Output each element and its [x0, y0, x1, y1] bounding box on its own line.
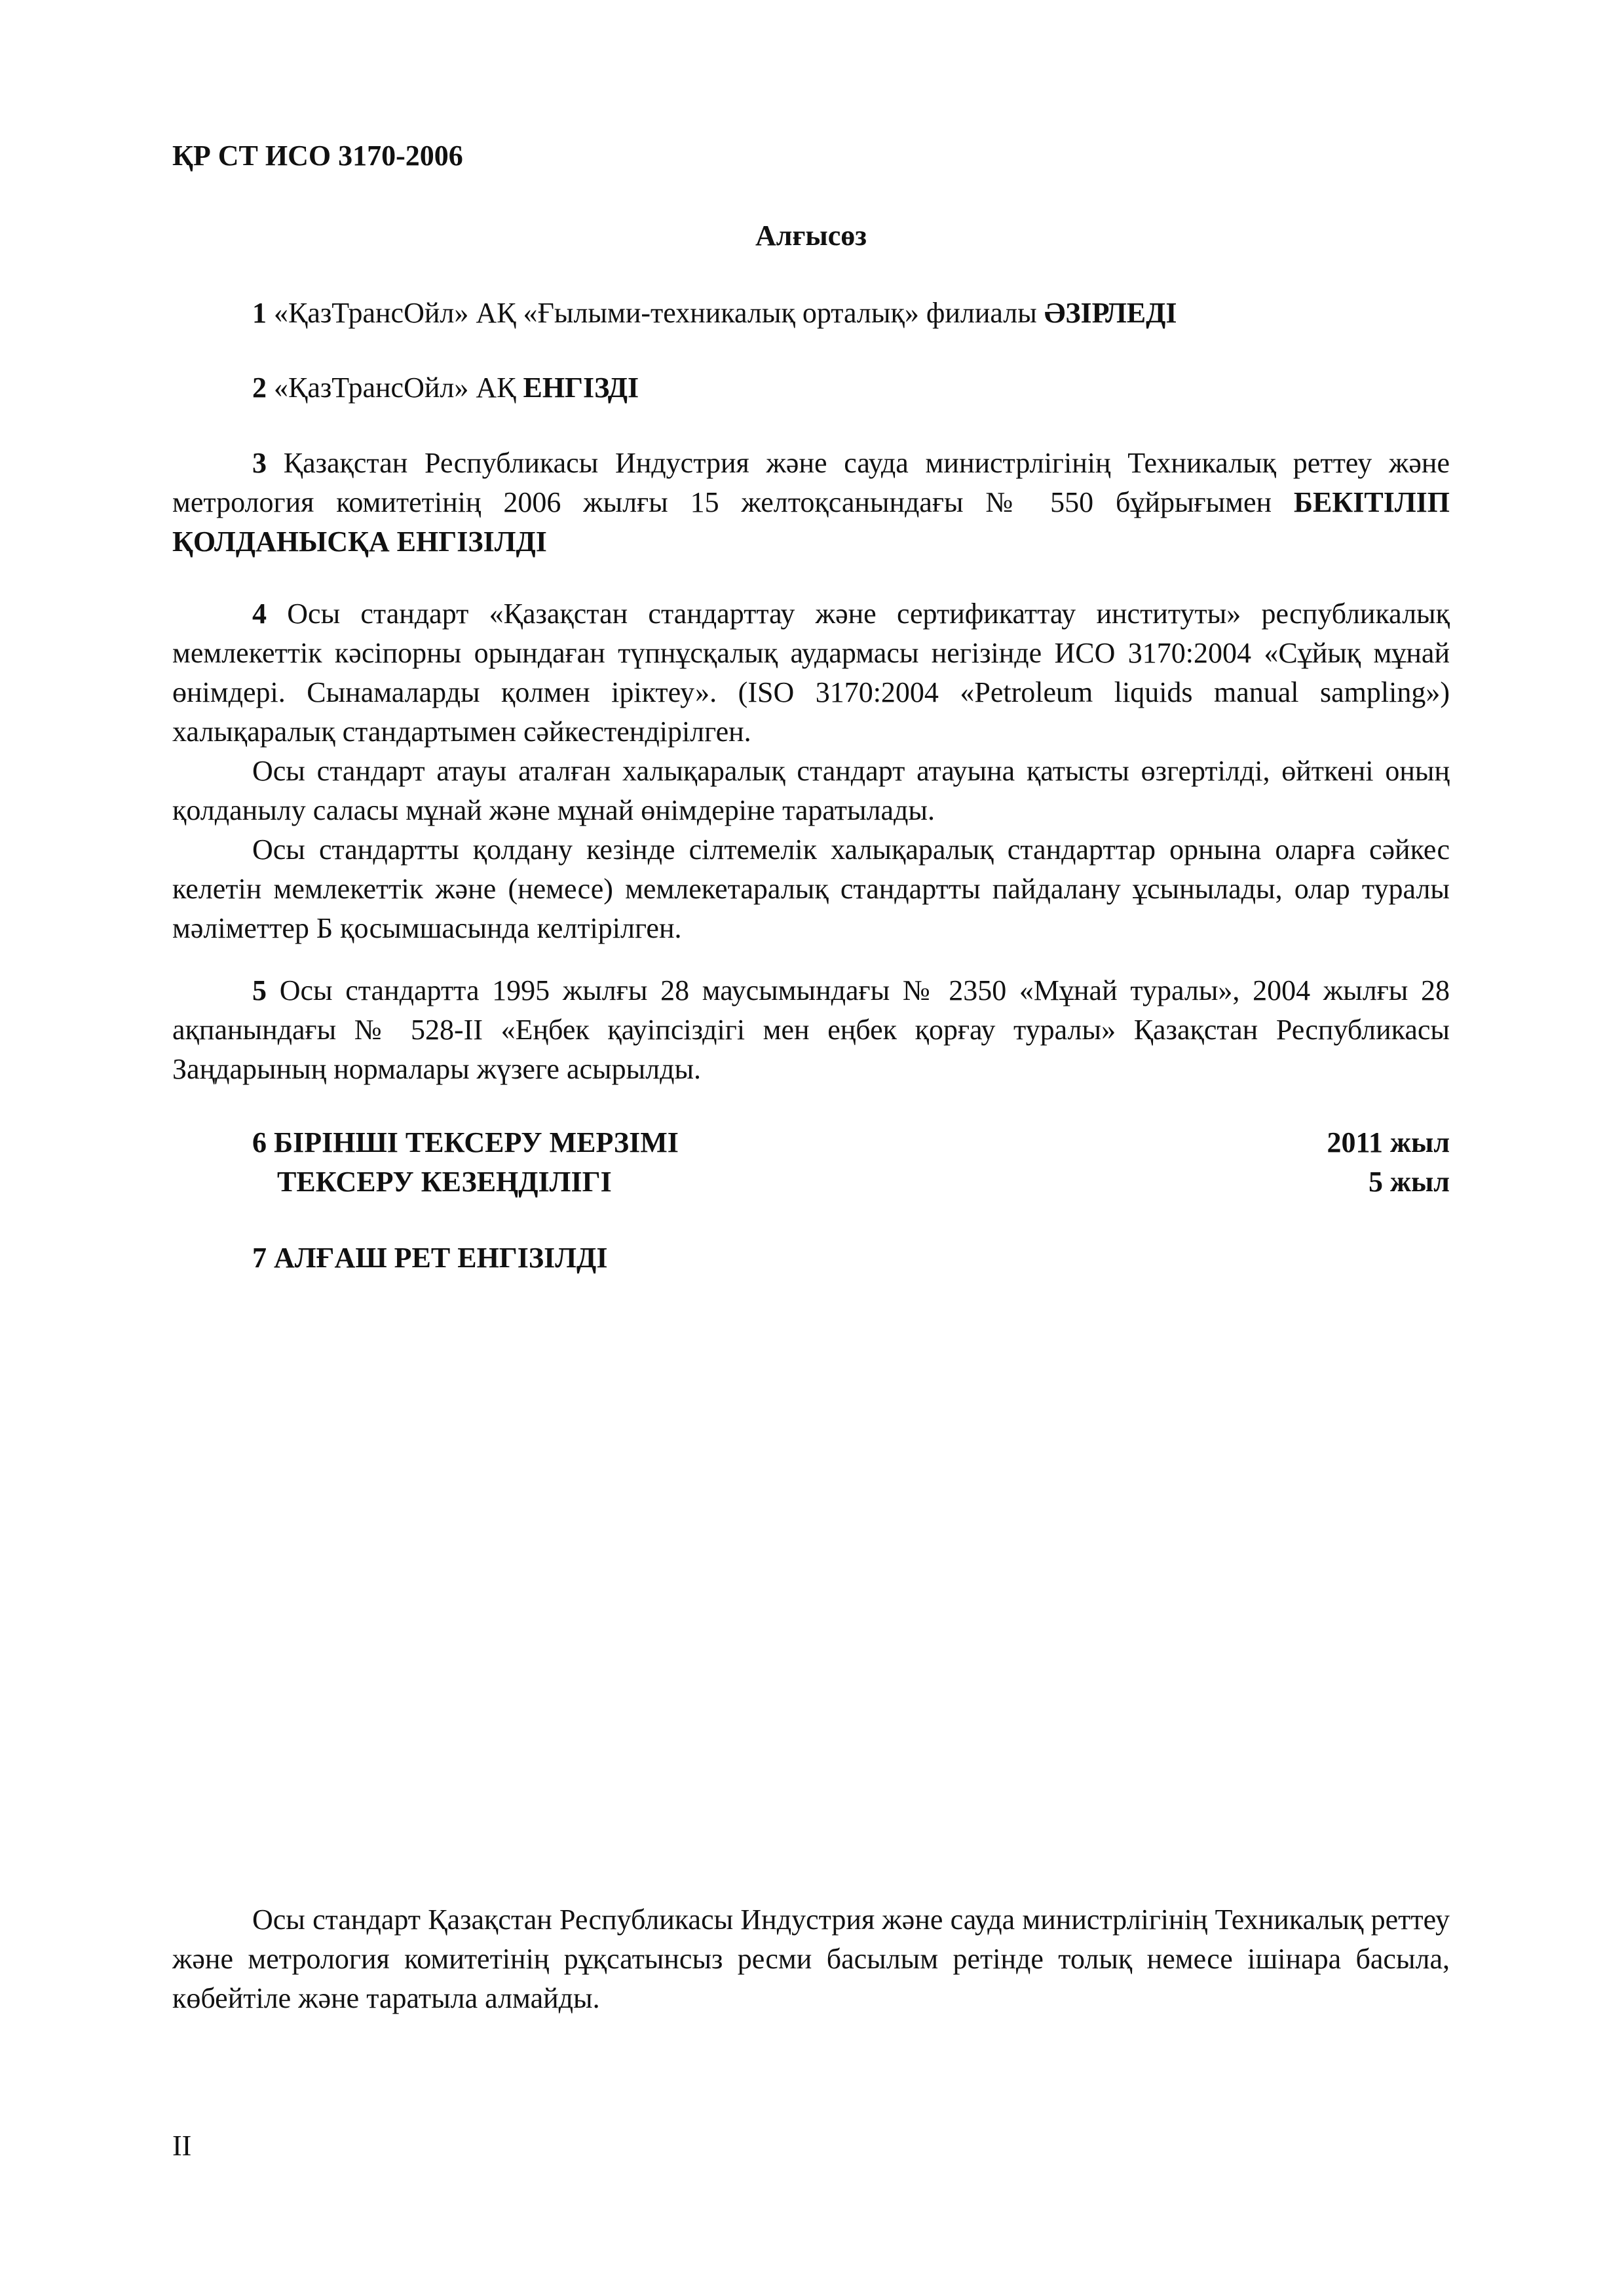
- first-review-value: 2011 жыл: [1327, 1126, 1450, 1158]
- item-7: [252, 1238, 1450, 1278]
- copyright-notice-text: Осы стандарт Қазақстан Республикасы Индустрия және сауда министрлігінің Техникалық реттеу және метрология комитетінің рұқсатынсыз ресми басылым ретінде толық немесе ішінара басыла, көбейтіле және таратыла алмайды.: [172, 1904, 1450, 2014]
- page-title: Алғысөз: [755, 220, 867, 252]
- item-4-paragraph-3: Осы стандартты қолдану кезінде сілтемелік халықаралық стандарттар орнына оларға сәйкес келетін мемлекеттік және (немесе) мемлекетаралық стандартты пайдалану ұсынылады, олар туралы мәліметтер Б қосымшасында келтірілген.: [172, 833, 1450, 944]
- item-4-number: 4: [252, 598, 267, 630]
- document-code: ҚР СТ ИСО 3170-2006: [172, 140, 463, 172]
- copyright-notice: [172, 1900, 1450, 2018]
- review-period-value: 5 жыл: [1369, 1166, 1450, 1198]
- item-1-emphasis: ӘЗІРЛЕДІ: [1044, 297, 1177, 329]
- item-3-emphasis: БЕКІТІЛІП ҚОЛДАНЫСҚА ЕНГІЗІЛДІ: [172, 486, 1450, 558]
- item-5-text: Осы стандартта 1995 жылғы 28 маусымындағы № 2350 «Мұнай туралы», 2004 жылғы 28 ақпанындағы № 528-II «Еңбек қауіпсіздігі мен еңбек қорғау туралы» Қазақстан Республикасы Заңдарының нормалары жүзеге асырылды.: [172, 974, 1450, 1085]
- item-2: [172, 368, 1450, 408]
- review-period-label: ТЕКСЕРУ КЕЗЕҢДІЛІГІ: [277, 1166, 612, 1198]
- item-4-text: Осы стандарт «Қазақстан стандарттау және сертификаттау институты» республикалық мемлекеттік кәсіпорны орындаған түпнұсқалық аудармасы негізінде ИСО 3170:2004 «Сұйық мұнай өнімдері. Сынамаларды қолмен іріктеу». (ISO 3170:2004 «Petroleum liquids manual sampling») халықаралық стандартымен сәйкестендірілген.: [172, 598, 1450, 748]
- item-3-number: 3: [252, 447, 267, 479]
- item-3: [172, 444, 1450, 562]
- item-5: [172, 971, 1450, 1089]
- review-dates: [252, 1123, 1450, 1202]
- item-5-number: 5: [252, 974, 267, 1006]
- item-7-text: 7 АЛҒАШ РЕТ ЕНГІЗІЛДІ: [252, 1242, 608, 1274]
- item-1-text: «ҚазТрансОйл» АҚ «Ғылыми-техникалық орталық» филиалы: [267, 297, 1044, 329]
- item-2-emphasis: ЕНГІЗДІ: [523, 372, 639, 404]
- item-1-number: 1: [252, 297, 267, 329]
- page-number: II: [172, 2130, 192, 2162]
- document-page: [172, 0, 1450, 2296]
- first-review-label: 6 БІРІНШІ ТЕКСЕРУ МЕРЗІМІ: [252, 1126, 679, 1158]
- item-2-number: 2: [252, 372, 267, 404]
- item-4: [172, 594, 1450, 948]
- item-1: [172, 294, 1450, 333]
- item-4-paragraph-2: Осы стандарт атауы аталған халықаралық стандарт атауына қатысты өзгертілді, өйткені оның қолданылу саласы мұнай және мұнай өнімдеріне таратылады.: [172, 755, 1450, 826]
- item-2-text: «ҚазТрансОйл» АҚ: [267, 372, 523, 404]
- item-3-text: Қазақстан Республикасы Индустрия және сауда министрлігінің Техникалық реттеу және метрология комитетінің 2006 жылғы 15 желтоқсанындағы № 550 бұйрығымен: [172, 447, 1450, 518]
